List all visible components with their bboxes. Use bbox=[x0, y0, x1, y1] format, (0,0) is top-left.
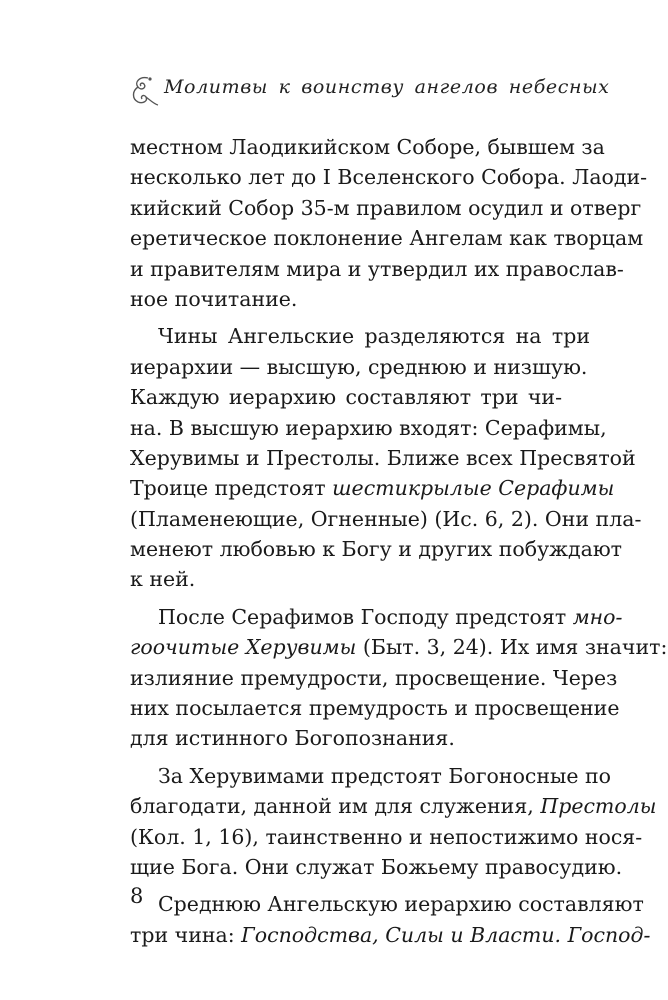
body-text bbox=[130, 132, 668, 950]
text-run: излияние премудрости, просвещение. Через bbox=[130, 665, 618, 690]
text-run: Чины Ангельские разделяются на три bbox=[158, 324, 590, 349]
paragraph bbox=[130, 889, 651, 950]
text-run: Херувимы и Престолы. Ближе всех Пресвятой bbox=[130, 445, 636, 470]
text-line bbox=[130, 761, 612, 791]
text-line bbox=[130, 162, 648, 192]
paragraph bbox=[130, 761, 657, 883]
text-run: еретическое поклонение Ангелам как творцам bbox=[130, 226, 644, 251]
text-run: Каждую иерархию составляют три чи- bbox=[130, 385, 562, 410]
text-line bbox=[130, 321, 590, 351]
text-run: местном Лаодикийском Соборе, бывшем за bbox=[130, 135, 605, 159]
text-line bbox=[130, 791, 657, 821]
text-line bbox=[130, 852, 623, 882]
text-line bbox=[130, 223, 644, 253]
text-line bbox=[130, 132, 605, 162]
text-run: щие Бога. Они служат Божьему правосудию. bbox=[130, 854, 623, 879]
italic-text-run: Престолы bbox=[540, 794, 657, 819]
paragraph bbox=[130, 321, 642, 595]
text-line bbox=[130, 382, 562, 412]
page-number: 8 bbox=[130, 884, 144, 908]
text-run: иерархии — высшую, среднюю и низшую. bbox=[130, 354, 588, 379]
text-run: менеют любовью к Богу и других побуждают bbox=[130, 537, 623, 562]
text-run: и правителям мира и утвердил их православ- bbox=[130, 256, 624, 281]
text-line bbox=[130, 693, 620, 723]
text-line bbox=[130, 352, 588, 382]
flourish-ornament-icon bbox=[128, 74, 160, 110]
italic-text-run: мно- bbox=[572, 604, 623, 629]
text-run: Троице предстоят bbox=[130, 476, 333, 501]
text-line bbox=[130, 534, 623, 564]
text-run: несколько лет до I Вселенского Собора. Лаоди- bbox=[130, 165, 648, 190]
text-line bbox=[130, 413, 607, 443]
text-run: кийский Собор 35-м правилом осудил и отверг bbox=[130, 195, 642, 220]
text-line bbox=[130, 602, 623, 632]
text-run: (Пламенеющие, Огненные) (Ис. 6, 2). Они пла- bbox=[130, 506, 642, 531]
paragraph-gap bbox=[130, 595, 562, 602]
text-run: ное почитание. bbox=[130, 286, 298, 311]
paragraph-gap bbox=[130, 314, 562, 321]
text-run: (Кол. 1, 16), таинственно и непостижимо нося- bbox=[130, 824, 643, 849]
text-run: Среднюю Ангельскую иерархию составляют bbox=[158, 892, 644, 917]
text-run: (Быт. 3, 24). Их имя значит: bbox=[356, 635, 668, 660]
text-run: После Серафимов Господу предстоят bbox=[158, 604, 573, 629]
italic-text-run: гоочитые Херувимы bbox=[130, 635, 357, 660]
text-line bbox=[130, 193, 642, 223]
text-line bbox=[130, 564, 562, 594]
text-run: к ней. bbox=[130, 567, 196, 592]
paragraph-gap bbox=[130, 754, 562, 761]
text-line bbox=[130, 504, 642, 534]
running-header-title: Молитвы к воинству ангелов небесных bbox=[164, 76, 610, 98]
text-run: них посылается премудрость и просвещение bbox=[130, 696, 620, 721]
text-run: три чина: bbox=[130, 922, 242, 947]
text-line bbox=[130, 723, 562, 753]
running-header bbox=[128, 68, 610, 112]
italic-text-run: Господства, Силы и Власти. Господ- bbox=[241, 922, 651, 947]
text-line bbox=[130, 889, 644, 919]
text-line bbox=[130, 284, 562, 314]
paragraph bbox=[130, 132, 648, 314]
text-run: для истинного Богопознания. bbox=[130, 726, 455, 751]
text-run: За Херувимами предстоят Богоносные по bbox=[158, 763, 612, 788]
italic-text-run: шестикрылые Серафимы bbox=[332, 476, 615, 501]
text-line bbox=[130, 254, 624, 284]
text-run: благодати, данной им для служения, bbox=[130, 794, 541, 819]
text-line bbox=[130, 443, 636, 473]
text-line bbox=[130, 632, 668, 662]
paragraph bbox=[130, 602, 668, 754]
paragraph-gap bbox=[130, 882, 562, 889]
text-line bbox=[130, 822, 643, 852]
text-line bbox=[130, 663, 618, 693]
text-line bbox=[130, 920, 651, 950]
text-run: на. В высшую иерархию входят: Серафимы, bbox=[130, 415, 607, 440]
text-line bbox=[130, 473, 615, 503]
